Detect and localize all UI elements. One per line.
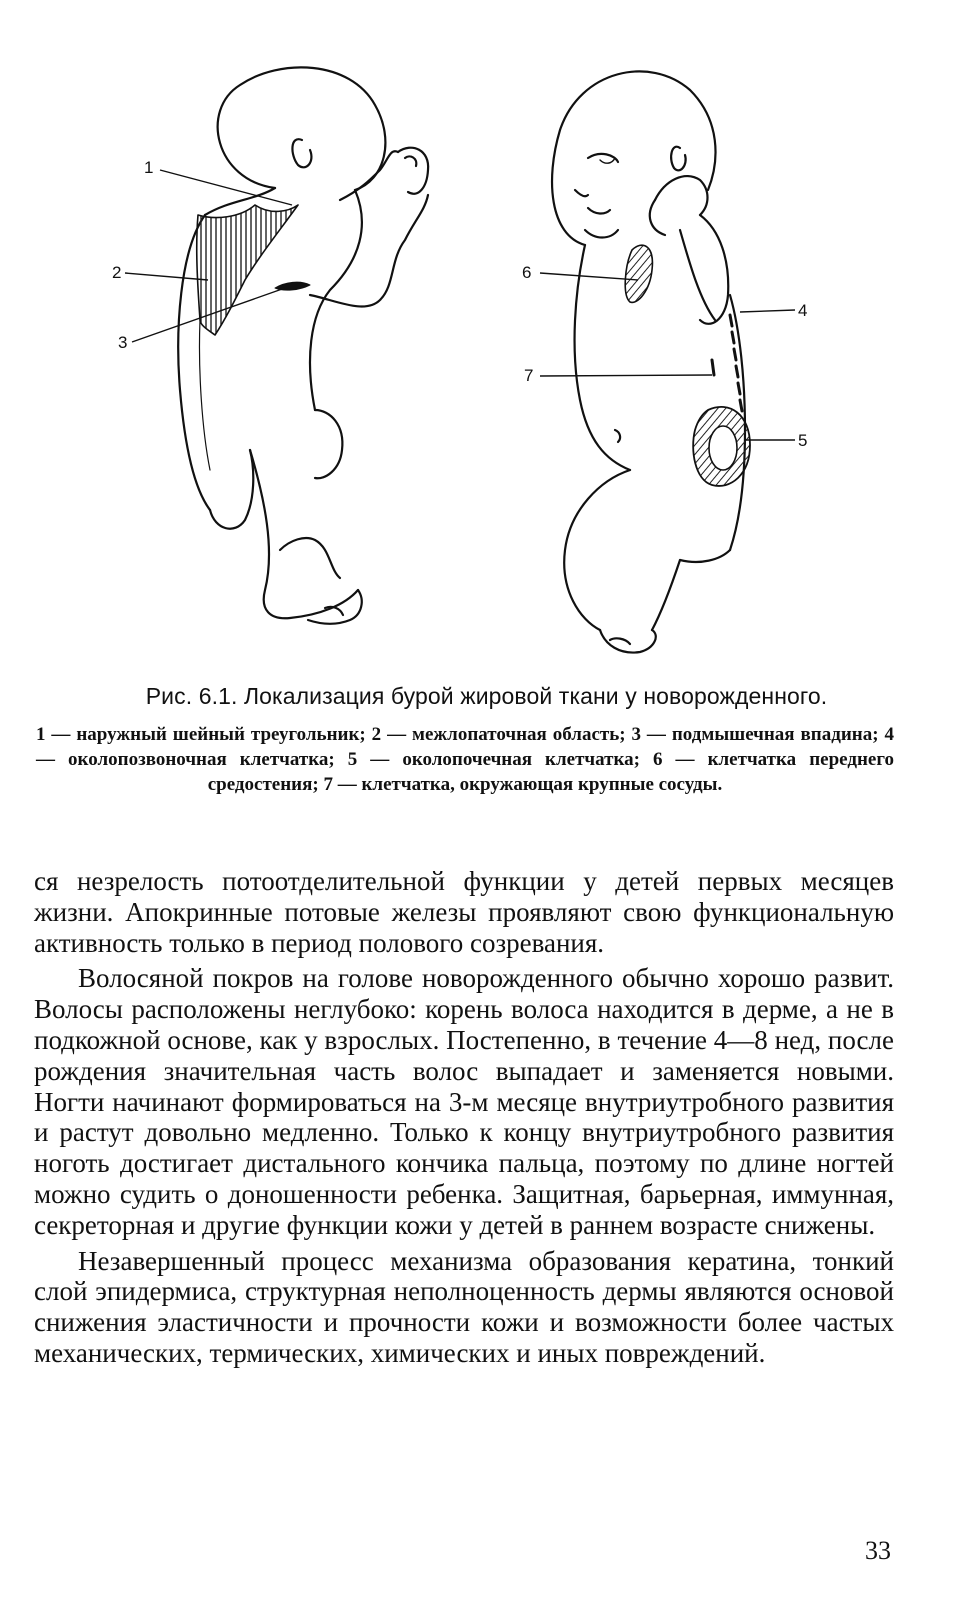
figure-labels-left [112, 158, 153, 352]
figure-brown-fat-localization [40, 30, 940, 680]
label-1: 1 [144, 158, 154, 177]
label-3: 3 [118, 333, 128, 352]
paragraph-2: Волосяной покров на голове новорожденного обычно хорошо развит. Волосы расположены неглубоко: корень волоса находится в дерме, а не в подкожной основе, как у взрослых. Постепенно, в течение 4—8 нед, после рождения значительная часть волос выпадает и заменяется новыми. Ногти начинают формироваться на 3-м месяце внутриутробного развития и растут довольно медленно. Только к концу внутриутробного развития ноготь достигает дистального кончика пальца, поэтому по длине ногтей можно судить о доношенности ребенка. Защитная, барьерная, иммунная, секреторная и другие функции кожи у детей в раннем возрасте снижены. [34, 963, 894, 1240]
paragraph-1: ся незрелость потоотделительной функции у детей первых месяцев жизни. Апокринные потовые железы проявляют свою функциональную активность только в период полового созревания. [34, 866, 894, 958]
label-7: 7 [524, 366, 534, 385]
label-2: 2 [112, 263, 122, 282]
baby-back-view [178, 67, 428, 623]
baby-front-view [552, 71, 750, 652]
figure-svg [40, 30, 940, 680]
figure-caption-title: Рис. 6.1. Локализация бурой жировой ткани у новорожденного. [145, 683, 828, 709]
page-number: 33 [865, 1536, 891, 1565]
leader-lines-right [540, 273, 795, 440]
label-4: 4 [798, 301, 808, 320]
figure-labels-right [522, 263, 807, 450]
paragraph-3: Незавершенный процесс механизма образования кератина, тонкий слой эпидермиса, структурная неполноценность дермы являются основой снижения эластичности и прочности кожи и возможности более частых механических, термических, химических и иных повреждений. [34, 1245, 894, 1368]
figure-caption-legend: 1 — наружный шейный треугольник; 2 — межлопаточная область; 3 — подмышечная впадина; 4 — околопозвоночная клетчатка; 5 — околопочечная клетчатка; 6 — клетчатка переднего средостения; 7 — клетчатка, окружающая крупные сосуды. [36, 724, 894, 795]
body-text [34, 866, 894, 1369]
label-5: 5 [798, 431, 808, 450]
label-6: 6 [522, 263, 532, 282]
